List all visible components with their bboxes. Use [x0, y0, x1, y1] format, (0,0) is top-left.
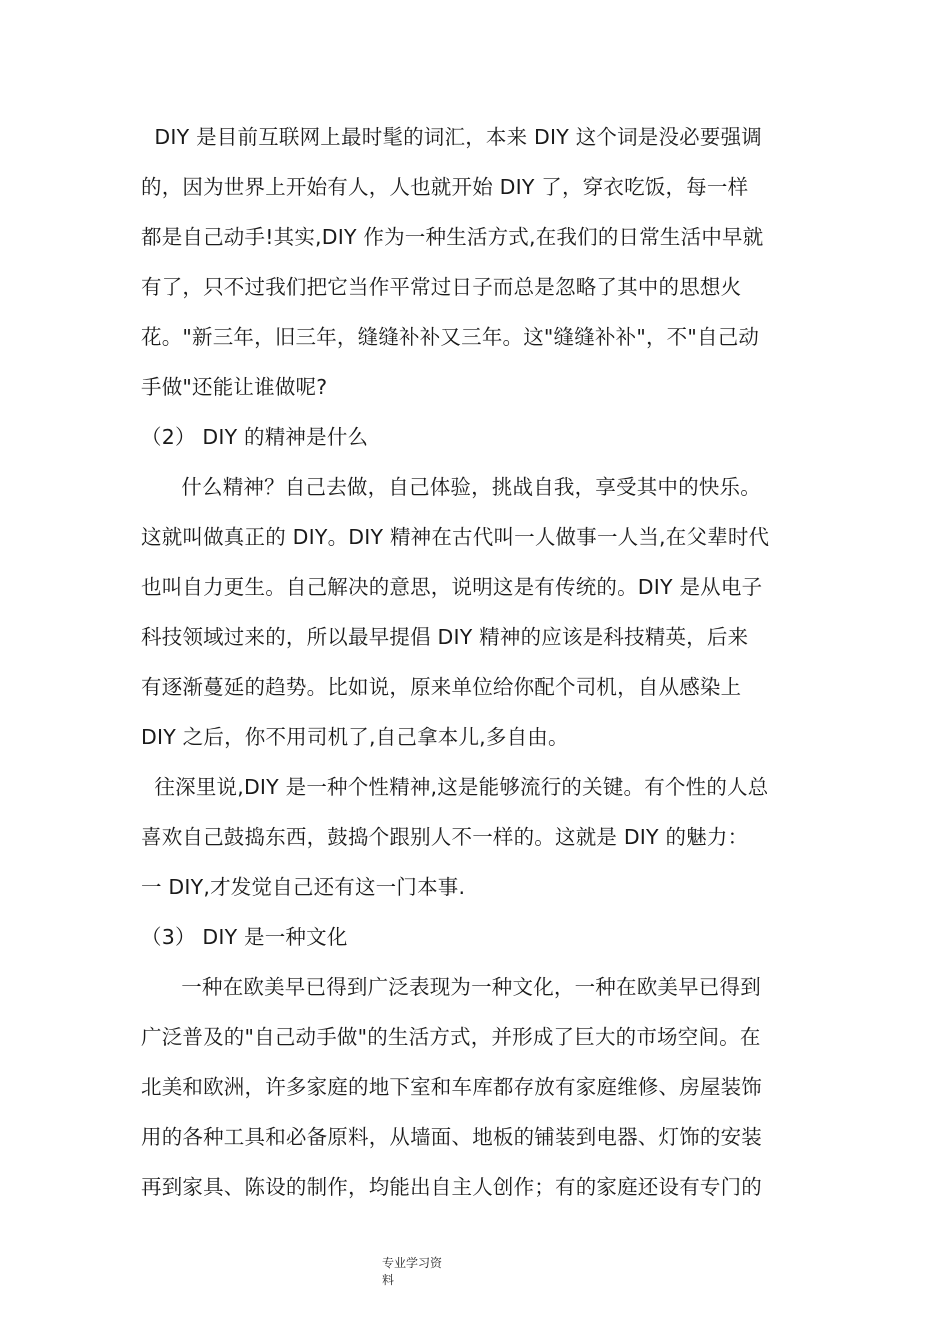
text-line: DIY 是目前互联网上最时髦的词汇，本来 DIY 这个词是没必要强调 [141, 125, 762, 149]
text-line: 什么精神？自己去做，自己体验，挑战自我，享受其中的快乐。 [141, 475, 761, 499]
section-heading: （3） DIY 是一种文化 [141, 925, 348, 949]
text-line: 手做"还能让谁做呢? [141, 375, 328, 399]
text-line: 往深里说,DIY 是一种个性精神,这是能够流行的关键。有个性的人总 [141, 775, 769, 799]
text-line: 这就叫做真正的 DIY。DIY 精神在古代叫一人做事一人当,在父辈时代 [141, 525, 770, 549]
text-line: 也叫自力更生。自己解决的意思，说明这是有传统的。DIY 是从电子 [141, 575, 763, 599]
text-line: DIY 之后，你不用司机了,自己拿本儿,多自由。 [141, 725, 569, 749]
text-line: 一种在欧美早已得到广泛表现为一种文化，一种在欧美早已得到 [141, 975, 761, 999]
text-line: 北美和欧洲，许多家庭的地下室和车库都存放有家庭维修、房屋装饰 [141, 1075, 762, 1099]
text-line: 科技领域过来的，所以最早提倡 DIY 精神的应该是科技精英，后来 [141, 625, 749, 649]
text-line: 花。"新三年，旧三年，缝缝补补又三年。这"缝缝补补"，不"自己动 [141, 325, 760, 349]
text-line: 的，因为世界上开始有人，人也就开始 DIY 了，穿衣吃饭，每一样 [141, 175, 749, 199]
text-line: 一 DIY,才发觉自己还有这一门本事. [141, 875, 466, 899]
section-heading: （2） DIY 的精神是什么 [141, 425, 369, 449]
footer-text: 料 [382, 1273, 395, 1287]
footer-text: 专业学习资 [382, 1256, 443, 1270]
text-line: 用的各种工具和必备原料，从墙面、地板的铺装到电器、灯饰的安装 [141, 1125, 762, 1149]
text-line: 都是自己动手!其实,DIY 作为一种生活方式,在我们的日常生活中早就 [141, 225, 764, 249]
text-line: 再到家具、陈设的制作，均能出自主人创作；有的家庭还设有专门的 [141, 1175, 762, 1199]
text-line: 广泛普及的"自己动手做"的生活方式，并形成了巨大的市场空间。在 [141, 1025, 761, 1049]
text-line: 有了，只不过我们把它当作平常过日子而总是忽略了其中的思想火 [141, 275, 742, 299]
text-line: 有逐渐蔓延的趋势。比如说，原来单位给你配个司机，自从感染上 [141, 675, 742, 699]
text-line: 喜欢自己鼓捣东西，鼓捣个跟别人不一样的。这就是 DIY 的魅力： [141, 825, 749, 849]
